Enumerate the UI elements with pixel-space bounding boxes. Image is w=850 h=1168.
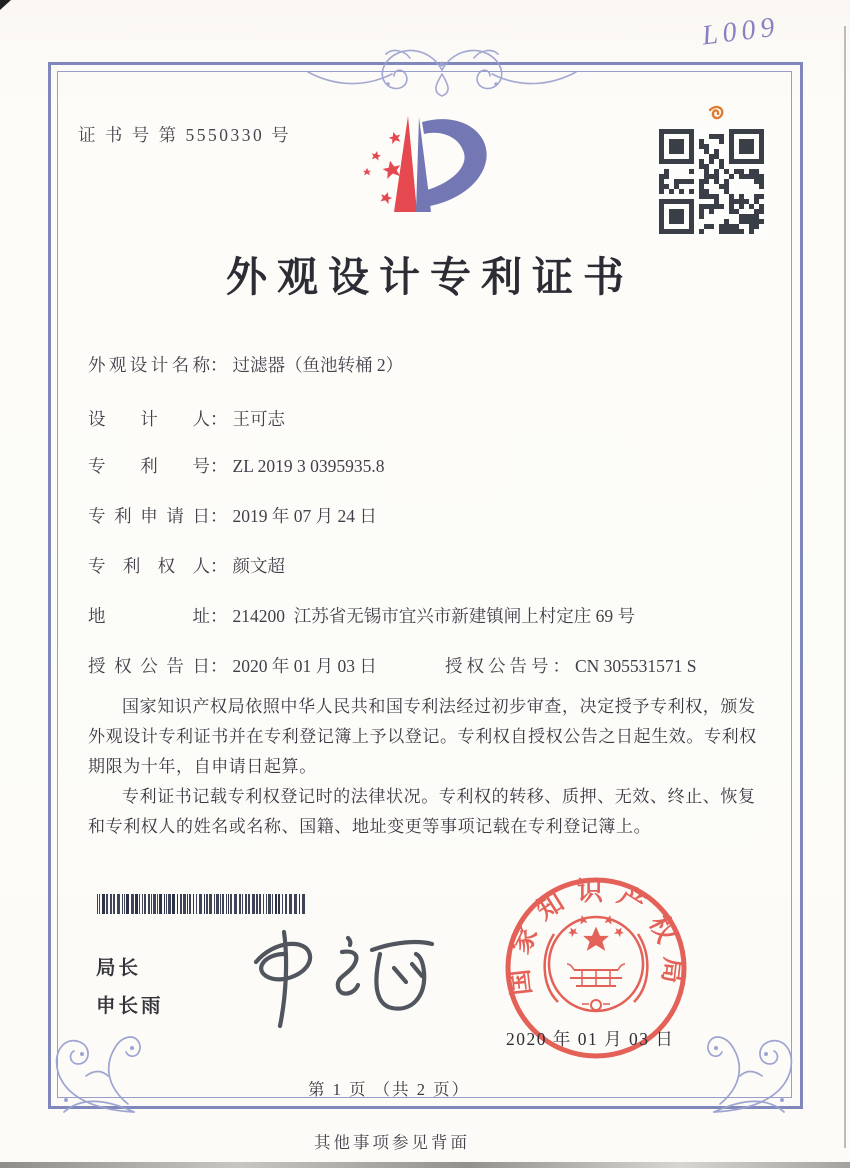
field-label: 专利权人 <box>88 556 210 576</box>
colon: ： <box>210 506 228 526</box>
page-number: 第 1 页 （共 2 页） <box>308 1080 471 1099</box>
colon: ： <box>210 556 228 576</box>
field-label: 专利申请日 <box>88 506 210 526</box>
signer-name: 申长雨 <box>96 996 164 1017</box>
legal-paragraph-2: 专利证书记载专利权登记时的法律状况。专利权的转移、质押、无效、终止、恢复和专利权人的姓名或名称、国籍、地址变更等事项记载在专利登记簿上。 <box>88 787 756 836</box>
handwritten-tick-icon <box>706 102 728 124</box>
colon: ： <box>210 606 228 626</box>
border-ornament-top <box>292 34 592 100</box>
field-label: 外观设计名称 <box>88 355 210 375</box>
field-grant-number <box>445 655 697 678</box>
field-label: 授权公告日 <box>88 656 210 676</box>
scan-artifact-bottom-edge <box>0 1162 850 1168</box>
field-value: 2020 年 01 月 03 日 <box>232 656 377 676</box>
field-label: 授权公告号 <box>445 656 553 676</box>
border-ornament-bottom-right <box>700 1016 812 1120</box>
barcode-icon <box>97 894 311 914</box>
seal-text: 国家知识产权局 <box>503 877 689 997</box>
signer-block <box>96 950 164 1026</box>
back-note: 其他事项参见背面 <box>314 1133 470 1152</box>
colon: ： <box>210 355 228 375</box>
field-value: 214200 江苏省无锡市宜兴市新建镇闸上村定庄 69 号 <box>232 606 635 626</box>
signature-shen-changyu-icon <box>222 924 437 1032</box>
field-value: CN 305531571 S <box>575 656 697 676</box>
legal-text-block <box>88 692 766 842</box>
legal-paragraph-1: 国家知识产权局依照中华人民共和国专利法经过初步审查，决定授予专利权，颁发外观设计专利证书并在专利登记簿上予以登记。专利权自授权公告之日起生效。专利权期限为十年，自申请日起算。 <box>88 697 757 776</box>
scan-artifact-right-edge <box>844 26 846 1148</box>
field-design-name <box>88 354 768 377</box>
field-grant-date-and-number <box>88 655 768 678</box>
field-patentee <box>88 555 768 578</box>
field-value: 2019 年 07 月 24 日 <box>232 506 377 526</box>
seal-date: 2020 年 01 月 03 日 <box>506 1029 675 1049</box>
certificate-number: 证 书 号 第 5550330 号 <box>78 125 292 145</box>
certificate-title: 外观设计专利证书 <box>226 254 634 300</box>
field-label: 地址 <box>88 606 210 626</box>
field-patent-number <box>88 455 768 478</box>
colon: ： <box>210 456 228 476</box>
field-value: ZL 2019 3 0395935.8 <box>232 456 385 476</box>
field-label: 设计人 <box>88 409 210 429</box>
colon: ： <box>552 656 570 676</box>
qr-code-icon <box>656 126 767 237</box>
colon: ： <box>210 656 228 676</box>
colon: ： <box>210 409 228 429</box>
handwritten-corner-mark: L009 <box>700 11 782 52</box>
cnipa-logo-icon <box>338 108 523 236</box>
field-value: 颜文超 <box>232 556 285 576</box>
signer-title: 局长 <box>96 958 142 979</box>
field-value: 过滤器（鱼池转桶 2） <box>232 355 404 375</box>
field-application-date <box>88 505 768 528</box>
border-ornament-bottom-left <box>36 1016 148 1120</box>
scan-artifact-corner <box>0 0 11 10</box>
field-address <box>88 605 768 628</box>
field-value: 王可志 <box>232 409 285 429</box>
field-label: 专利号 <box>88 456 210 476</box>
field-designer <box>88 408 768 431</box>
